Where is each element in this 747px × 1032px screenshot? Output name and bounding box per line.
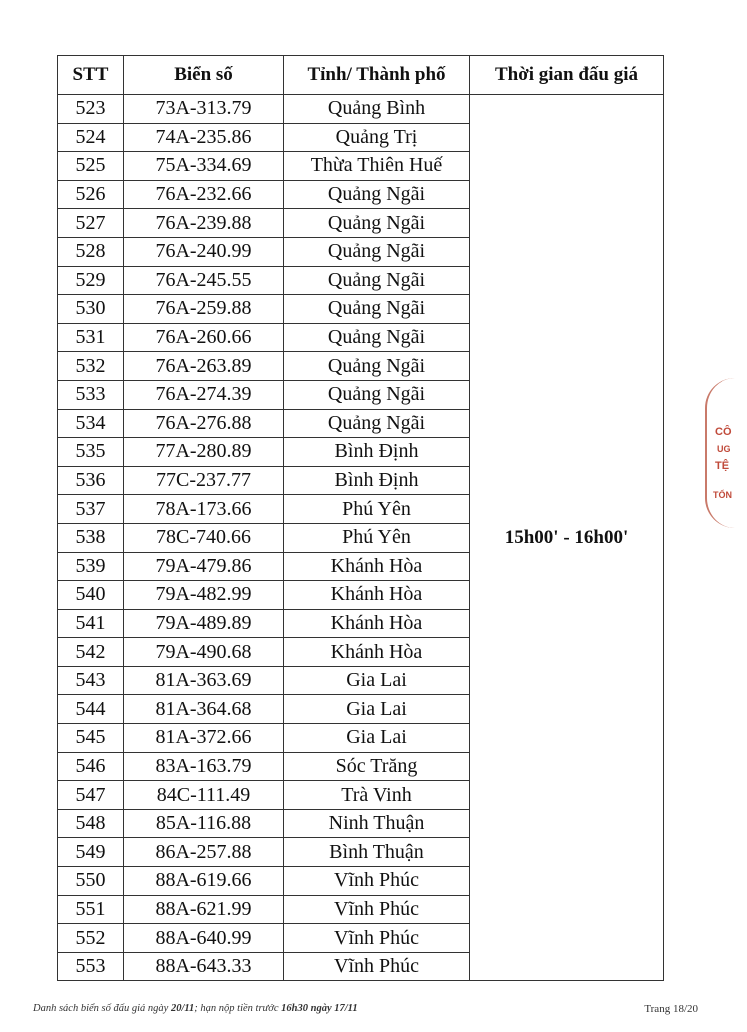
table-header-row (58, 56, 664, 95)
page-number: Trang 18/20 (644, 1003, 698, 1015)
row-stt: 544 (58, 695, 124, 724)
row-plate: 84C-111.49 (124, 781, 284, 810)
row-province: Vĩnh Phúc (284, 867, 470, 896)
row-stt: 547 (58, 781, 124, 810)
stamp-fragment: UG (717, 444, 731, 454)
row-stt: 542 (58, 638, 124, 667)
row-province: Quảng Ngãi (284, 266, 470, 295)
row-plate: 81A-364.68 (124, 695, 284, 724)
row-plate: 86A-257.88 (124, 838, 284, 867)
row-province: Quảng Ngãi (284, 180, 470, 209)
row-province: Quảng Ngãi (284, 352, 470, 381)
plate-auction-table (57, 55, 664, 981)
auction-time-cell: 15h00' - 16h00' (470, 95, 664, 981)
row-stt: 550 (58, 867, 124, 896)
row-stt: 527 (58, 209, 124, 238)
row-province: Quảng Ngãi (284, 323, 470, 352)
table-body (58, 95, 664, 981)
red-seal-stamp (705, 378, 747, 528)
row-stt: 539 (58, 552, 124, 581)
row-province: Phú Yên (284, 495, 470, 524)
row-plate: 76A-276.88 (124, 409, 284, 438)
row-plate: 77C-237.77 (124, 466, 284, 495)
row-stt: 525 (58, 152, 124, 181)
row-stt: 537 (58, 495, 124, 524)
page-footer (33, 1003, 698, 1014)
row-plate: 74A-235.86 (124, 123, 284, 152)
row-plate: 79A-479.86 (124, 552, 284, 581)
row-stt: 549 (58, 838, 124, 867)
stamp-fragment: TỆ (715, 460, 730, 472)
row-province: Thừa Thiên Huế (284, 152, 470, 181)
row-plate: 75A-334.69 (124, 152, 284, 181)
header-stt: STT (58, 56, 124, 95)
row-stt: 541 (58, 609, 124, 638)
row-plate: 76A-239.88 (124, 209, 284, 238)
row-province: Khánh Hòa (284, 581, 470, 610)
row-plate: 77A-280.89 (124, 438, 284, 467)
row-province: Gia Lai (284, 695, 470, 724)
row-province: Quảng Ngãi (284, 237, 470, 266)
row-stt: 546 (58, 752, 124, 781)
row-province: Khánh Hòa (284, 552, 470, 581)
row-province: Trà Vinh (284, 781, 470, 810)
row-plate: 81A-363.69 (124, 666, 284, 695)
row-plate: 88A-619.66 (124, 867, 284, 896)
row-plate: 76A-240.99 (124, 237, 284, 266)
row-stt: 528 (58, 237, 124, 266)
row-province: Gia Lai (284, 724, 470, 753)
row-plate: 83A-163.79 (124, 752, 284, 781)
row-stt: 531 (58, 323, 124, 352)
row-plate: 76A-259.88 (124, 295, 284, 324)
row-province: Quảng Bình (284, 95, 470, 124)
row-stt: 534 (58, 409, 124, 438)
row-province: Bình Thuận (284, 838, 470, 867)
row-province: Quảng Ngãi (284, 295, 470, 324)
row-province: Gia Lai (284, 666, 470, 695)
row-stt: 543 (58, 666, 124, 695)
row-plate: 78C-740.66 (124, 523, 284, 552)
row-province: Phú Yên (284, 523, 470, 552)
footer-deadline: 16h30 ngày 17/11 (281, 1003, 358, 1014)
row-stt: 540 (58, 581, 124, 610)
row-province: Vĩnh Phúc (284, 952, 470, 981)
row-province: Vĩnh Phúc (284, 924, 470, 953)
row-plate: 79A-482.99 (124, 581, 284, 610)
row-plate: 88A-640.99 (124, 924, 284, 953)
row-stt: 530 (58, 295, 124, 324)
header-auction-time: Thời gian đấu giá (470, 56, 664, 95)
row-plate: 79A-490.68 (124, 638, 284, 667)
row-plate: 81A-372.66 (124, 724, 284, 753)
row-stt: 523 (58, 95, 124, 124)
row-stt: 524 (58, 123, 124, 152)
row-stt: 533 (58, 380, 124, 409)
row-stt: 526 (58, 180, 124, 209)
row-plate: 85A-116.88 (124, 809, 284, 838)
row-province: Sóc Trăng (284, 752, 470, 781)
row-province: Ninh Thuận (284, 809, 470, 838)
header-plate: Biển số (124, 56, 284, 95)
row-province: Quảng Ngãi (284, 209, 470, 238)
row-stt: 536 (58, 466, 124, 495)
row-province: Khánh Hòa (284, 609, 470, 638)
row-province: Vĩnh Phúc (284, 895, 470, 924)
row-plate: 76A-245.55 (124, 266, 284, 295)
footer-date: 20/11 (170, 1003, 195, 1014)
row-province: Quảng Ngãi (284, 409, 470, 438)
header-province: Tỉnh/ Thành phố (284, 56, 470, 95)
row-province: Bình Định (284, 438, 470, 467)
row-stt: 548 (58, 809, 124, 838)
row-stt: 538 (58, 523, 124, 552)
row-stt: 552 (58, 924, 124, 953)
row-plate: 88A-643.33 (124, 952, 284, 981)
row-province: Quảng Ngãi (284, 380, 470, 409)
row-plate: 88A-621.99 (124, 895, 284, 924)
row-plate: 76A-260.66 (124, 323, 284, 352)
row-plate: 76A-232.66 (124, 180, 284, 209)
row-province: Quảng Trị (284, 123, 470, 152)
row-plate: 76A-263.89 (124, 352, 284, 381)
row-plate: 73A-313.79 (124, 95, 284, 124)
stamp-fragment: CÔ (715, 426, 732, 438)
row-province: Khánh Hòa (284, 638, 470, 667)
row-plate: 76A-274.39 (124, 380, 284, 409)
row-province: Bình Định (284, 466, 470, 495)
stamp-fragment: TỔN (713, 490, 732, 500)
row-plate: 78A-173.66 (124, 495, 284, 524)
row-stt: 551 (58, 895, 124, 924)
row-plate: 79A-489.89 (124, 609, 284, 638)
row-stt: 532 (58, 352, 124, 381)
row-stt: 535 (58, 438, 124, 467)
footer-prefix: Danh sách biển số đấu giá ngày (33, 1003, 169, 1014)
row-stt: 545 (58, 724, 124, 753)
table-row (58, 95, 664, 124)
footer-middle: ; hạn nộp tiền trước (194, 1003, 279, 1014)
row-stt: 529 (58, 266, 124, 295)
row-stt: 553 (58, 952, 124, 981)
